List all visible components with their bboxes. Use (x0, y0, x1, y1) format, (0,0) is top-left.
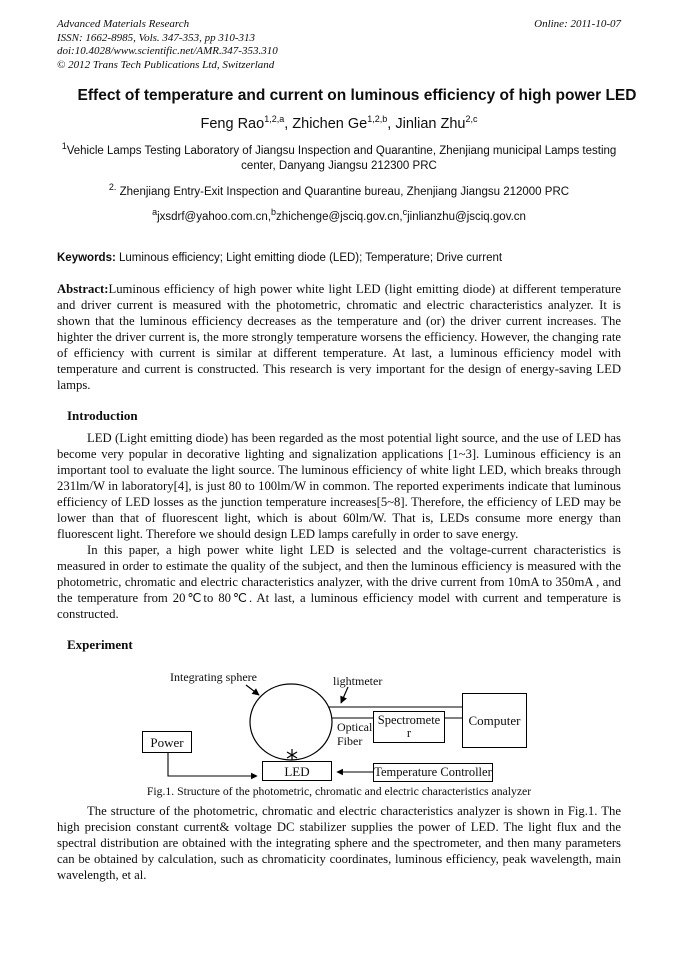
section-heading-introduction: Introduction (67, 408, 138, 424)
abstract-text: Luminous efficiency of high power white light LED (light emitting diode) at different temperature and driver current is measured with the photometric, chromatic and electric characteristics analyzer. It is shown that the luminous efficiency decreases as the temperature and (or) the driver current increases. The highter the driver current is, the more strongly temperature worsens the efficiency. However, the changing rate of efficiency with current is similar at different temperature. At last, a luminous efficiency model with temperature and current is constructed. This research is very important for the design of energy-saving LED lamps. (57, 282, 621, 393)
led-box: LED (262, 761, 332, 781)
spectrometer-box (373, 711, 445, 743)
lightmeter-pointer-arrow (341, 687, 348, 703)
paper-title: Effect of temperature and current on luminous efficiency of high power LED (77, 87, 637, 104)
author-superscript: 2,c (465, 114, 478, 124)
keywords-label: Keywords: (57, 252, 116, 265)
email-line (57, 205, 621, 225)
abstract-paragraph (57, 281, 621, 393)
temperature-controller-box: Temperature Controller (373, 763, 493, 782)
affiliation-1 (57, 139, 621, 174)
email-superscript: b (271, 207, 277, 218)
section-heading-experiment: Experiment (67, 637, 133, 653)
online-date: Online: 2011-10-07 (534, 18, 621, 30)
author-separator: , (387, 115, 396, 132)
email-superscript: c (402, 207, 408, 218)
integrating-sphere-pointer-arrow (246, 685, 259, 695)
affiliation-2 (57, 180, 621, 200)
introduction-paragraph-1: LED (Light emitting diode) has been regarded as the most potential light source, and the use of LED has become very popular in decorative lighting and signalization applications [1~3]. Luminous efficiency is an important tool to evaluate the light source. The luminous efficiency of white light LED, which breaks through 231lm/W in laboratory[4], is just 80 to 100lm/W in common. The reported experiments indicate that luminous efficiency of LED losses as the junction temperature increases[5~8]. Therefore, the efficiency of LED may be lower than that of fluorescent light, which is about 60lm/W. That is, LEDs consume more energy than fluorescent light. Therefore we should design LED lamps carefully in order to save energy. (57, 431, 621, 542)
affiliation-text: Zhenjiang Entry-Exit Inspection and Quarantine bureau, Zhenjiang Jiangsu 212000 PRC (116, 185, 570, 198)
author-name: Feng Rao (200, 115, 265, 132)
power-to-led-wire (168, 753, 257, 776)
author-separator: , (284, 115, 293, 132)
journal-header (57, 0, 621, 72)
affiliation-superscript: 2. (108, 181, 117, 192)
affiliation-text: Vehicle Lamps Testing Laboratory of Jiangsu Inspection and Quarantine, Zhenjiang municipal Lamps testing center, Danyang Jiangsu 212300 PRC (66, 144, 617, 172)
issn-line: ISSN: 1662-8985, Vols. 347-353, pp 310-313 (57, 31, 255, 44)
led-symbol-icon (287, 749, 297, 760)
optical-fiber-label-line2: Fiber (337, 734, 363, 749)
introduction-paragraph-2: In this paper, a high power white light LED is selected and the voltage-current characteristics is measured in order to estimate the quality of the subject, and then the luminous efficiency is measured with the photometric, chromatic and electric characteristics analyzer, with the drive current from 10mA to 350mA , and the temperature from 20℃to 80℃. At last, a luminous efficiency model with current and temperature is constructed. (57, 543, 621, 622)
integrating-sphere-label: Integrating sphere (170, 670, 257, 685)
figure-1-caption: Fig.1. Structure of the photometric, chromatic and electric characteristics analyzer (146, 785, 532, 799)
email-address: zhichenge@jsciq.gov.cn, (276, 211, 403, 224)
author-line (57, 114, 621, 132)
author-name: Zhichen Ge (292, 115, 368, 132)
author-superscript: 1,2,a (264, 114, 285, 124)
copyright-line: © 2012 Trans Tech Publications Ltd, Switzerland (57, 58, 275, 71)
affiliation-superscript: 1 (61, 140, 67, 151)
power-box: Power (142, 731, 192, 753)
optical-fiber-label (337, 720, 372, 748)
lightmeter-label: lightmeter (333, 674, 383, 689)
email-address: jxsdrf@yahoo.com.cn, (157, 211, 272, 224)
email-superscript: a (152, 207, 158, 218)
journal-name: Advanced Materials Research (57, 18, 190, 30)
doi-line: doi:10.4028/www.scientific.net/AMR.347-353.310 (57, 45, 278, 57)
spectrometer-label-line1: Spectromete (377, 713, 441, 728)
integrating-sphere-circle (250, 684, 332, 760)
keywords-text: Luminous efficiency; Light emitting diode (LED); Temperature; Drive current (115, 252, 503, 265)
spectrometer-label-line2: r (406, 726, 412, 741)
keywords-line (57, 251, 621, 265)
optical-fiber-label-line1: Optical (337, 720, 373, 735)
experiment-paragraph-1: The structure of the photometric, chromatic and electric characteristics analyzer is shown in Fig.1. The high precision constant current& voltage DC stabilizer supplies the power of LED. The light flux and the spectral distribution are obtained with the integrating sphere and the spectrometer, and then many parameters can be obtained by calculation, such as chromaticity coordinates, luminous efficiency, peak wavelength, main wavelength, et al. (57, 804, 621, 883)
figure-1-diagram (0, 665, 678, 783)
email-address: jinlianzhu@jsciq.gov.cn (407, 211, 526, 224)
author-superscript: 1,2,b (367, 114, 388, 124)
abstract-label: Abstract: (57, 282, 109, 297)
author-name: Jinlian Zhu (395, 115, 466, 132)
computer-box: Computer (462, 693, 527, 748)
